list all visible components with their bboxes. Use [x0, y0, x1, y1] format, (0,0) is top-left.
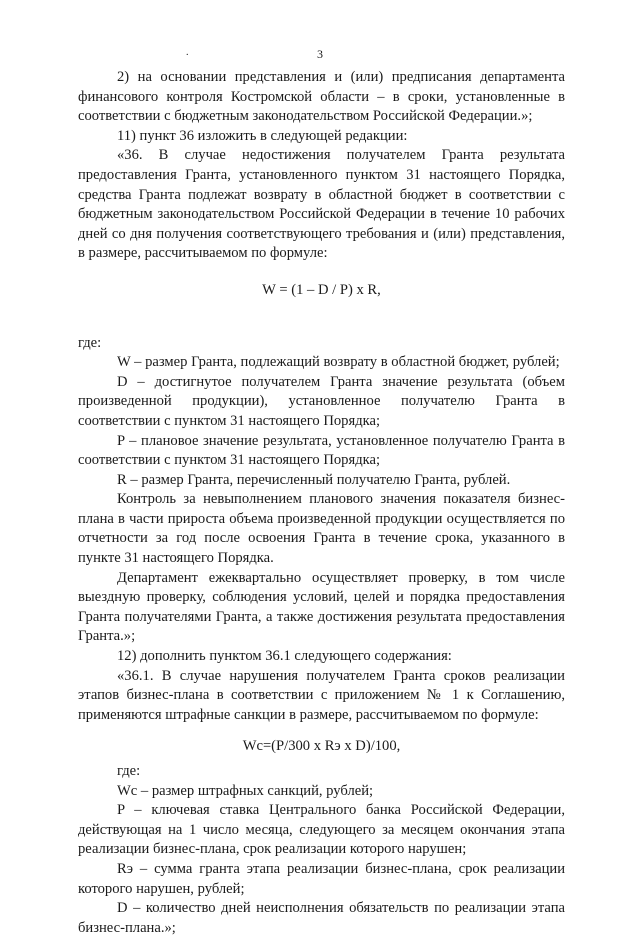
paragraph-department-check: Департамент ежеквартально осуществляет проверку, в том числе выездную проверку, соблюдения условий, целей и порядка предоставления Гранта получателями Гранта, а также достижения результата предоставления Гранта.»; [78, 569, 565, 645]
definition-r-stage: Rэ – сумма гранта этапа реализации бизнес-плана, срок реализации которого нарушен, рублей; [78, 860, 565, 897]
paragraph-clause-36-1: «36.1. В случае нарушения получателем Гранта сроков реализации этапов бизнес-плана в соответствии с приложением № 1 к Соглашению, применяются штрафные санкции в размере, рассчитываемом по формуле: [78, 667, 565, 723]
definition-key-rate: P – ключевая ставка Центрального банка Российской Федерации, действующая на 1 число месяца, следующего за месяцем окончания этапа реализации бизнес-плана, срок реализации которого нарушен; [78, 802, 565, 858]
paragraph-item-12-heading: 12) дополнить пунктом 36.1 следующего содержания: [117, 648, 452, 665]
paragraph-item-2-basis: 2) на основании представления и (или) предписания департамента финансового контроля Костромской области – в сроки, установленные в соответствии с бюджетным законодательством Российской Федерации.»; [78, 69, 565, 125]
definition-d: D – достигнутое получателем Гранта значение результата (объем произведенной продукции), установленное получателю Гранта в соответствии с пунктом 31 настоящего Порядка; [78, 373, 565, 429]
paragraph-control: Контроль за невыполнением планового значения показателя бизнес-плана в части прироста объема произведенной продукции осуществляется по отчетности за год после освоения Гранта в течение срока, указанного в пункте 31 настоящего Порядка. [78, 491, 565, 567]
scan-dot: . [186, 47, 189, 58]
paragraph-clause-36: «36. В случае недостижения получателем Гранта результата предоставления Гранта, установленного пунктом 31 настоящего Порядка, средства Гранта подлежат возврату в областной бюджет в соответствии с бюджетным законодательством Российской Федерации в течение 10 рабочих дней со дня получения соответствующего требования и (или) представления, в размере, рассчитываемом по формуле: [78, 147, 565, 262]
formula-grant-refund: W = (1 – D / P) x R, [262, 281, 381, 298]
paragraph-item-11-heading: 11) пункт 36 изложить в следующей редакции: [117, 127, 408, 144]
definition-r: R – размер Гранта, перечисленный получателю Гранта, рублей. [117, 471, 511, 488]
document-body [78, 68, 565, 938]
where-label-2: где: [117, 763, 141, 779]
where-label-1: где: [78, 334, 102, 351]
definition-p: P – плановое значение результата, установленное получателю Гранта в соответствии с пунктом 31 настоящего Порядка; [78, 432, 565, 469]
definition-w: W – размер Гранта, подлежащий возврату в областной бюджет, рублей; [117, 354, 560, 371]
definition-wc: Wc – размер штрафных санкций, рублей; [117, 782, 374, 799]
formula-penalty: Wc=(P/300 x Rэ x D)/100, [242, 738, 401, 755]
page-number: 3 [317, 47, 323, 61]
definition-days: D – количество дней неисполнения обязательств по реализации этапа бизнес-плана.»; [78, 900, 565, 936]
